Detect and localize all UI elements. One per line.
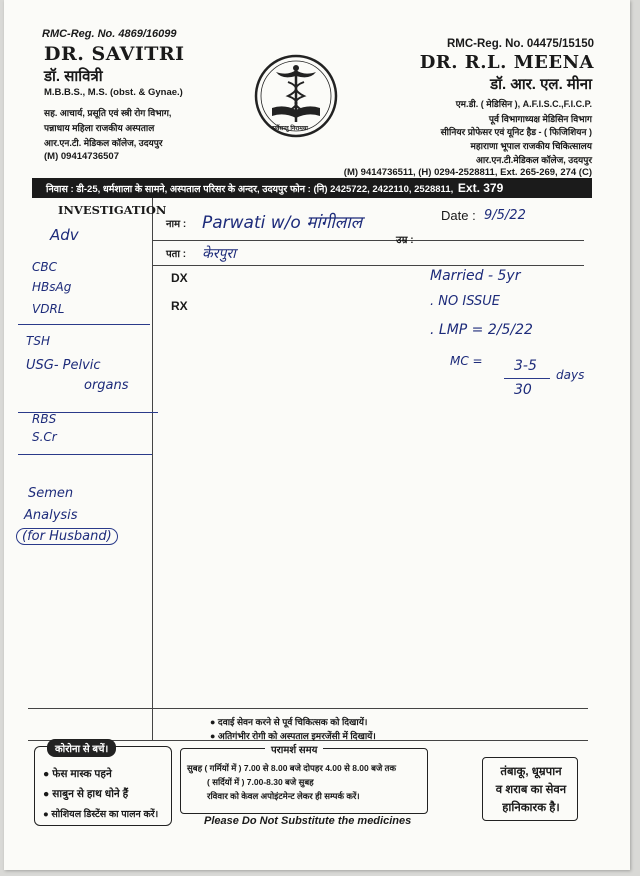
investigation-item: CBC xyxy=(32,260,57,274)
investigation-separator xyxy=(18,324,150,325)
right-reg-number: RMC-Reg. No. 04475/15150 xyxy=(446,38,594,50)
investigation-item: Semen xyxy=(28,486,74,501)
tobacco-line: हानिकारक है। xyxy=(502,802,560,814)
notice-line: ● अतिगंभीर रोगी को अस्पताल इमरजेंसी में दिखायें। xyxy=(210,731,376,741)
right-designation-1: पूर्व विभागाध्यक्ष मेडिसिन विभाग xyxy=(488,114,592,124)
address-handwritten: केरपुरा xyxy=(202,246,236,262)
patient-name-handwritten: Parwati w/o मांगीलाल xyxy=(202,213,363,233)
age-label: उम्र : xyxy=(396,235,414,246)
prescription-sheet xyxy=(4,0,630,870)
left-hospital: पन्नाधाय महिला राजकीय अस्पताल xyxy=(44,123,155,133)
note-line: Married - 5yr xyxy=(430,268,521,284)
right-designation-2: सीनियर प्रोफेसर एवं यूनिट हैड - ( फिजिशियन ) xyxy=(440,127,592,137)
corona-item: ● साबुन से हाथ धोने हैं xyxy=(43,788,129,800)
right-phones: (M) 9414736511, (H) 0294-2528811, Ext. 265-269, 274 (C) xyxy=(343,167,592,178)
investigation-item: TSH xyxy=(26,334,50,348)
right-qualification: एम.डी. ( मेडिसिन ), A.F.I.S.C.,F.I.C.P. xyxy=(455,99,592,109)
note-line: 3-5 xyxy=(514,358,537,374)
investigation-item: Analysis xyxy=(24,508,78,523)
left-qualification: M.B.B.S., M.S. (obst. & Gynae.) xyxy=(44,87,183,98)
address-ext: Ext. 379 xyxy=(457,181,504,195)
corona-item: ● फेस मास्क पहने xyxy=(43,768,112,780)
investigation-item: Adv xyxy=(50,226,79,244)
investigation-separator xyxy=(18,454,152,455)
note-line: MC = xyxy=(450,354,483,368)
left-doctor-name: DR. SAVITRI xyxy=(44,43,185,65)
tobacco-line: तंबाकू, धूम्रपान xyxy=(500,766,562,778)
rx-label: RX xyxy=(171,299,188,313)
investigation-item: S.Cr xyxy=(32,430,57,444)
address-text: निवास : डी-25, धर्मशाला के सामने, अस्पताल परिसर के अन्दर, उदयपुर फोन : (नि) 2425722, 2422110, 2528811, xyxy=(46,184,454,195)
investigation-item: HBsAg xyxy=(32,280,72,294)
address-row-line xyxy=(152,265,584,266)
note-line: 30 xyxy=(514,382,532,398)
right-doctor-name-hindi: डॉ. आर. एल. मीना xyxy=(490,76,592,93)
corona-title: कोरोना से बचें। xyxy=(47,739,116,757)
note-line: . LMP = 2/5/22 xyxy=(430,322,533,338)
investigation-divider xyxy=(152,198,153,740)
fraction-line xyxy=(504,378,550,379)
dx-label: DX xyxy=(171,271,188,285)
left-college: आर.एन.टी. मेडिकल कॉलेज, उदयपुर xyxy=(44,138,163,148)
date-label: Date : xyxy=(441,208,476,223)
investigation-item: organs xyxy=(84,378,129,393)
right-college: आर.एन.टी.मेडिकल कॉलेज, उदयपुर xyxy=(475,155,592,165)
note-line: . NO ISSUE xyxy=(430,294,500,309)
corona-box xyxy=(34,746,172,826)
consultation-title: परामर्श समय xyxy=(265,742,323,756)
corona-item: ● सोशियल डिस्टेंस का पालन करें। xyxy=(43,809,159,820)
investigation-item: (for Husband) xyxy=(16,528,118,545)
note-line: days xyxy=(556,368,585,382)
investigation-item: RBS xyxy=(32,412,57,426)
investigation-heading: INVESTIGATION xyxy=(58,203,167,217)
consultation-line: ( सर्दियों में ) 7.00-8.30 बजे सुबह xyxy=(207,777,314,787)
consultation-line: सुबह ( गर्मियों में ) 7.00 से 8.00 बजे दोपहर 4.00 से 8.00 बजे तक xyxy=(187,763,397,773)
left-designation: सह. आचार्य, प्रसूति एवं स्त्री रोग विभाग, xyxy=(44,108,172,118)
consultation-time-box xyxy=(180,745,428,814)
left-reg-number: RMC-Reg. No. 4869/16099 xyxy=(42,28,177,40)
left-mobile: (M) 09414736507 xyxy=(44,151,119,162)
logo-motto: सर्वेसन्तु निरामया xyxy=(272,126,308,132)
name-row-line xyxy=(152,240,584,241)
tobacco-warning-box xyxy=(482,757,578,821)
consultation-line: रविवार को केवल अपोइंटमेन्ट लेकर ही सम्पर्क करें। xyxy=(207,791,360,801)
bottom-rule-1 xyxy=(28,708,588,709)
right-hospital: महाराणा भूपाल राजकीय चिकित्सालय xyxy=(470,141,592,151)
address-label: पता : xyxy=(166,249,187,260)
name-label: नाम : xyxy=(166,219,187,230)
notice-line: ● दवाई सेवन करने से पूर्व चिकित्सक को दिखायें। xyxy=(210,717,368,727)
footer-note: Please Do Not Substitute the medicines xyxy=(204,815,412,827)
address-bar xyxy=(32,178,592,198)
investigation-item: USG- Pelvic xyxy=(26,358,101,373)
right-doctor-name: DR. R.L. MEENA xyxy=(419,52,594,73)
investigation-item: VDRL xyxy=(32,302,65,316)
date-handwritten: 9/5/22 xyxy=(484,208,526,223)
left-doctor-name-hindi: डॉ. सावित्री xyxy=(44,68,103,85)
tobacco-line: व शराब का सेवन xyxy=(495,784,567,796)
